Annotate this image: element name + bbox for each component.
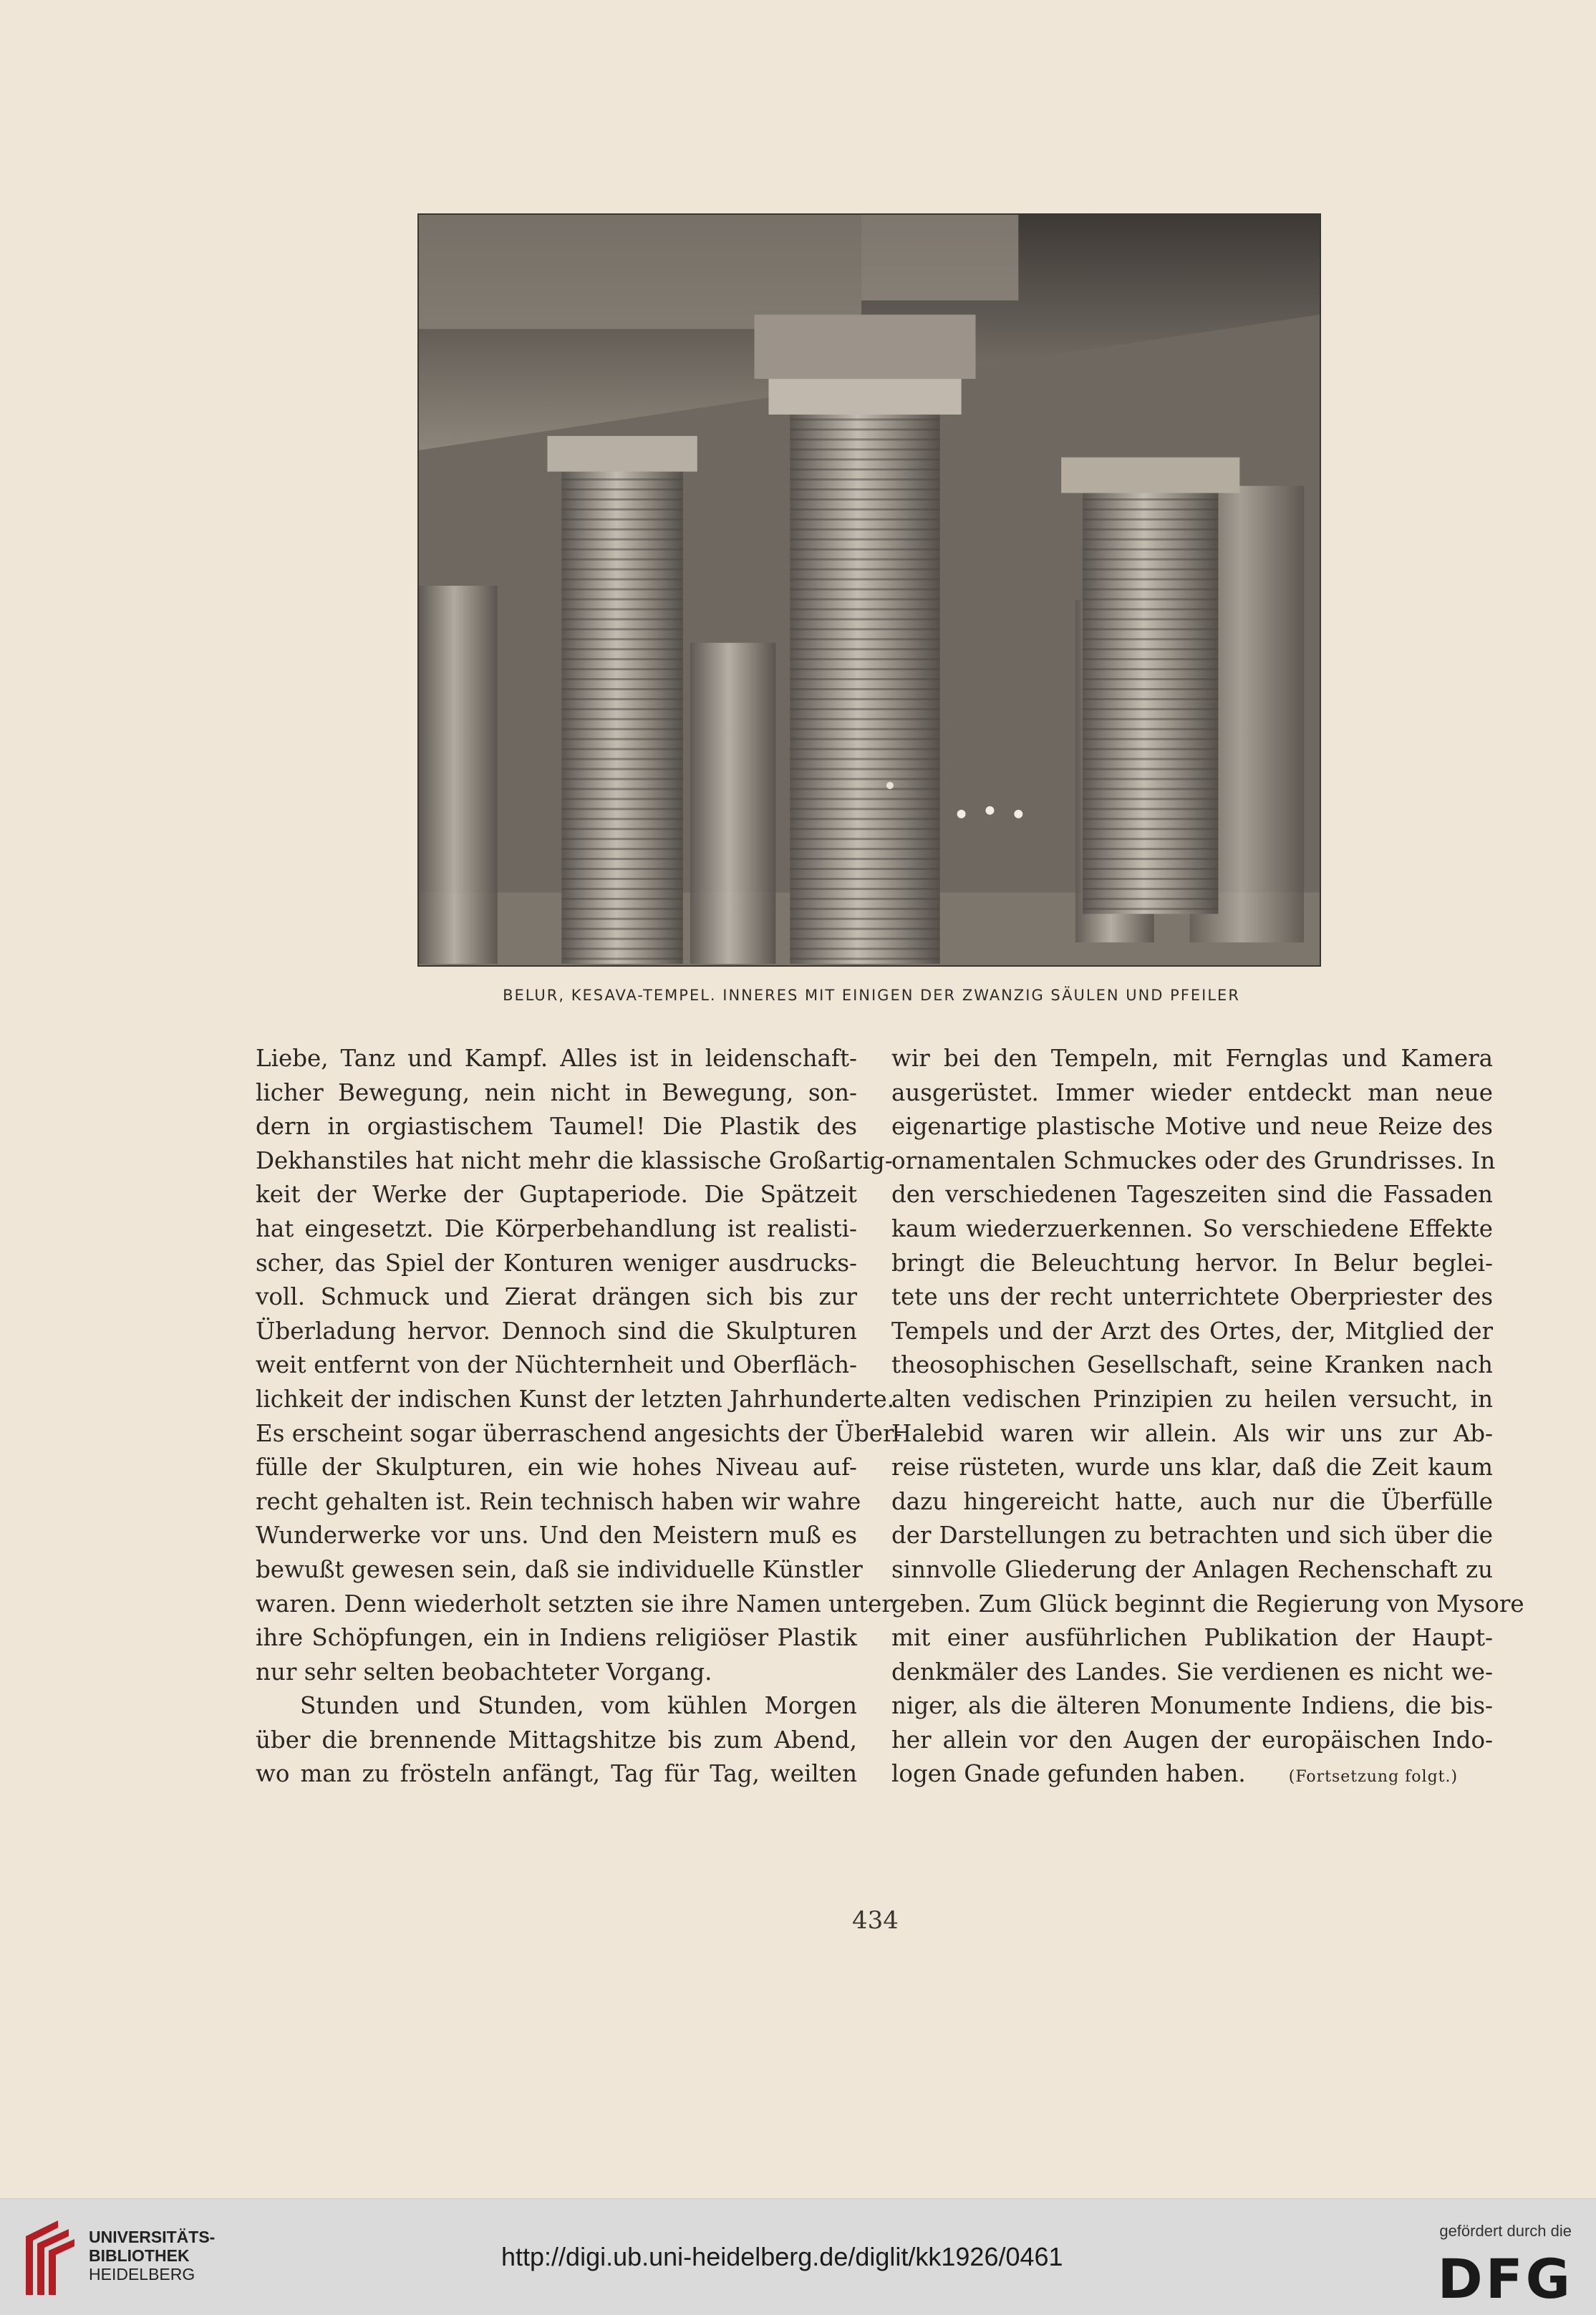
text-line: hat eingesetzt. Die Körperbehandlung ist realisti- — [256, 1214, 857, 1242]
permalink-url[interactable]: http://digi.ub.uni-heidelberg.de/diglit/kk1926/0461 — [501, 2242, 1063, 2271]
text-line: Stunden und Stunden, vom kühlen Morgen — [300, 1692, 857, 1720]
text-line: weit entfernt von der Nüchternheit und Oberfläch- — [256, 1351, 857, 1379]
text-line: niger, als die älteren Monumente Indiens, die bis- — [891, 1692, 1493, 1720]
text-line: der Darstellungen zu betrachten und sich über die — [891, 1522, 1493, 1550]
text-line: ornamentalen Schmuckes oder des Grundrisses. In — [891, 1146, 1496, 1174]
text-line: Tempels und der Arzt des Ortes, der, Mitglied der — [891, 1317, 1493, 1345]
text-line: dazu hingereicht hatte, auch nur die Überfülle — [891, 1487, 1493, 1515]
text-line: recht gehalten ist. Rein technisch haben wir wahre — [256, 1487, 861, 1515]
text-line: geben. Zum Glück beginnt die Regierung von Mysore — [891, 1590, 1524, 1618]
continuation-note: (Fortsetzung folgt.) — [1288, 1768, 1459, 1787]
dfg-logo: DFG — [1437, 2247, 1573, 2311]
text-line: her allein vor den Augen der europäischen Indo- — [891, 1726, 1493, 1754]
photo-illustration — [419, 215, 1320, 965]
text-line: den verschiedenen Tageszeiten sind die Fassaden — [891, 1181, 1493, 1209]
text-line: eigenartige plastische Motive und neue Reize des — [891, 1113, 1493, 1141]
text-line: Wunderwerke vor uns. Und den Meistern muß es — [256, 1522, 857, 1550]
text-column-left — [256, 1042, 902, 1792]
text-line: dern in orgiastischem Taumel! Die Plastik des — [256, 1113, 857, 1141]
text-line: alten vedischen Prinzipien zu heilen versucht, in — [891, 1385, 1493, 1413]
text-line: kaum wiederzuerkennen. So verschiedene Effekte — [891, 1214, 1493, 1242]
text-line: Es erscheint sogar überraschend angesichts der Über- — [256, 1419, 902, 1447]
text-line: mit einer ausführlichen Publikation der Haupt- — [891, 1624, 1493, 1652]
text-line: bringt die Beleuchtung hervor. In Belur beglei- — [891, 1249, 1493, 1277]
text-line: licher Bewegung, nein nicht in Bewegung, son- — [256, 1078, 857, 1106]
text-line: ihre Schöpfungen, ein in Indiens religiöser Plastik — [256, 1624, 857, 1652]
text-line: reise rüsteten, wurde uns klar, daß die Zeit kaum — [891, 1454, 1493, 1482]
funding-label: gefördert durch die — [1439, 2222, 1572, 2240]
text-line: über die brennende Mittagshitze bis zum Abend, — [256, 1726, 857, 1754]
text-line: denkmäler des Landes. Sie verdienen es nicht we- — [891, 1658, 1493, 1686]
text-line: waren. Denn wiederholt setzten sie ihre Namen unter — [256, 1590, 893, 1618]
digitization-footer — [0, 2198, 1596, 2315]
text-line: bewußt gewesen sein, daß sie individuelle Künstler — [256, 1555, 863, 1583]
photo-caption: BELUR, KESAVA-TEMPEL. INNERES MIT EINIGEN DER ZWANZIG SÄULEN UND PFEILER — [503, 987, 1240, 1004]
text-line: nur sehr selten beobachteter Vorgang. — [256, 1658, 712, 1686]
text-line: wir bei den Tempeln, mit Fernglas und Kamera — [891, 1045, 1493, 1072]
text-line: wo man zu frösteln anfängt, Tag für Tag, weilten — [256, 1760, 857, 1788]
page-number: 434 — [852, 1906, 899, 1935]
text-line: Liebe, Tanz und Kampf. Alles ist in leidenschaft- — [256, 1045, 857, 1072]
text-line: Dekhanstiles hat nicht mehr die klassische Großartig- — [256, 1146, 893, 1174]
temple-interior-photo — [417, 213, 1321, 967]
text-line: ausgerüstet. Immer wieder entdeckt man neue — [891, 1078, 1493, 1106]
text-column-right — [891, 1042, 1524, 1792]
text-line: lichkeit der indischen Kunst der letzten Jahrhunderte. — [256, 1385, 895, 1413]
university-library-logo-icon — [19, 2215, 76, 2301]
text-line: fülle der Skulpturen, ein wie hohes Niveau auf- — [256, 1454, 857, 1482]
text-line: scher, das Spiel der Konturen weniger ausdrucks- — [256, 1249, 857, 1277]
text-line-final — [891, 1757, 1493, 1792]
text-line: Überladung hervor. Dennoch sind die Skulpturen — [256, 1317, 857, 1345]
text-line: tete uns der recht unterrichtete Oberpriester des — [891, 1283, 1493, 1311]
text-line: keit der Werke der Guptaperiode. Die Spätzeit — [256, 1181, 857, 1209]
library-name: UNIVERSITÄTS- BIBLIOTHEK HEIDELBERG — [89, 2228, 216, 2283]
text-line: logen Gnade gefunden haben. — [891, 1760, 1246, 1788]
text-line: Halebid waren wir allein. Als wir uns zur Ab- — [891, 1419, 1493, 1447]
text-line: theosophischen Gesellschaft, seine Kranken nach — [891, 1351, 1493, 1379]
text-line: sinnvolle Gliederung der Anlagen Rechenschaft zu — [891, 1555, 1493, 1583]
text-line: voll. Schmuck und Zierat drängen sich bis zur — [256, 1283, 857, 1311]
